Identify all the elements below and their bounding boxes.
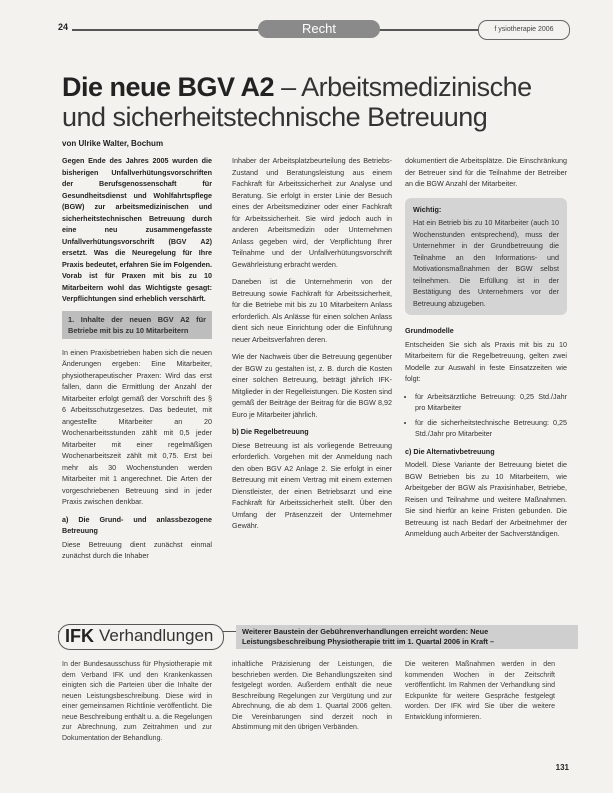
author-line: von Ulrike Walter, Bochum — [62, 139, 164, 148]
bottom-column-2: inhaltliche Präzisierung der Leistungen, die beschrieben werden. Die Behandlungszeiten sind festgelegt worden. Außerdem enthält die neue Beschreibung Regelungen zur Vergütung und zur Abrechnung, die ab dem 1. Quartal 2006 gelten. Die Vereinbarungen sind derzeit noch in Abstimmung mit den übrigen Verbänden. — [232, 661, 392, 731]
section-label: Recht — [258, 20, 380, 38]
list-item: • für Arbeitsärztliche Betreuung: 0,25 Std./Jahr pro Mitarbeiter — [415, 391, 567, 414]
bottom-column-1: In der Bundesausschuss für Physiotherapie mit dem Verband IFK und den Krankenkassen einigten sich die Parteien über die Inhalte der neuen Leistungsbeschreibung. Diese wird in einer gemeinsamen Richtlinie veröffentlicht. Die neue Beschreibung enthält u. a. die Regelungen zur Abrechnung, zum Zeitrahmen und zur Dokumentation der Behandlung. — [62, 661, 212, 742]
article-column-2 — [232, 155, 392, 538]
article-column-3 — [405, 155, 567, 546]
ifk-intro-bar: Weiterer Baustein der Gebührenverhandlungen erreicht worden: Neue Leistungsbeschreibung Physiotherapie tritt im 1. Quartal 2006 in Kraft – — [236, 625, 578, 649]
ifk-section-badge — [58, 624, 224, 650]
paragraph: Daneben ist die Unternehmerin von der Betreuung sowie Fachkraft für Arbeitssicherheit, für die Betriebe mit bis zu 10 Mitarbeitern Anlass erforderlich. Als Anlässe für einen solchen Anlass dient sich neue Einrichtung oder die Einführung neuer Arbeitsverfahren deren. — [232, 277, 392, 344]
paragraph: Wie der Nachweis über die Betreuung gegenüber der BGW zu gestalten ist, z. B. durch die Kosten einer solchen Betreuung, beträgt jährlich IFK-Mitglieder in der Regelleistungen. Die Kosten sind gemäß der Beiträge der Beitrag für die BGW 8,92 Euro je Mitarbeiter jährlich. — [232, 352, 392, 419]
paragraph: Modell. Diese Variante der Betreuung bietet die BGW Betrieben bis zu 10 Mitarbeitern, wie Arbeitgeber der BGW als Praxisinhaber, Betriebe, Reisen und Teilnahme und weitere Maßnahmen. Sie sind hierfür an keine Fristen gebunden. Die Betreuung ist nach Bedarf der Arbeitnehmer der Anmeldung auch Arbeiter der Sachverständigen. — [405, 460, 567, 538]
ifk-label: IFK — [65, 626, 94, 646]
verhandlungen-label: Verhandlungen — [99, 626, 214, 645]
issue-label: f ysiotherapie 2006 — [478, 20, 570, 40]
folio-number: 131 — [555, 763, 569, 772]
paragraph: Inhaber der Arbeitsplatzbeurteilung des Betriebs-Zustand und Beratungsleistung aus einem Fachkraft für Arbeitssicherheit zur Analyse und Beratung. Sie erfolgt in erster Linie der Besuch eines der Arbeitsmediziner oder einer Fachkraft für Arbeitssicherheit. Sie wird jedoch auch in anderen Arbeitsmedizin oder Unternehmen Anlass gegeben wird, der Verpflichtung Ihrer Teilnahme und der Unfallverhütungsvorschrift Gewährleistung erbracht werden. — [232, 156, 392, 269]
info-box-title: Wichtig: — [413, 204, 442, 214]
paragraph: dokumentiert die Arbeitsplätze. Die Einschränkung der Betreuer sind für die Teilnahme der Betreiber an die BGW Anzahl der Mitarbeiter. — [405, 156, 567, 188]
paragraph: Entscheiden Sie sich als Praxis mit bis zu 10 Mitarbeitern für die Regelbetreuung, gelten zwei Modelle zur Auswahl in feste Einsatzzeiten wie folgt: — [405, 339, 567, 383]
subheading-c: c) Die Alternativbetreuung — [405, 446, 495, 456]
paragraph: Diese Betreuung dient zunächst einmal zunächst durch die Inhaber — [62, 539, 212, 560]
page-number: 24 — [58, 22, 72, 32]
paragraph: In einen Praxisbetrieben haben sich die neuen Änderungen ergeben: Eine Mitarbeiter, physiotherapeutischer Praxen: Wird das erst fallen, dann die Ermittlung der Anzahl der Mitarbeiter erfolgt gemäß der Vorschrift des § 6 Arbeitsschutzgesetzes. Das bedeutet, mit angestellte Mitarbeiter an 20 Wochenarbeitsstunden zählt mit 0,5 jeder Mitarbeiter mit einer regelmäßigen Wochenarbeitszeit zählt mit 0,75. Erst bei mehr als 30 Wochenstunden werden Mitarbeiter mit 1 angerechnet. Die Arten der vorgeschriebenen Betreuung sind in jeder Praxis zwischen denkbar. — [62, 347, 212, 506]
title-rest: – Arbeitsmedizinische und sicherheitstechnische Betreuung — [62, 72, 532, 132]
subheading-models: Grundmodelle — [405, 326, 454, 335]
info-box-text: Hat ein Betrieb bis zu 10 Mitarbeiter (auch 10 Wochenstunden entsprechend), muss der Unternehmer in der Grundbetreuung die Teilnahme an den Informations- und Motivationsmaßnahmen der BGW selbst teilnehmen. Die Erfüllung ist in der Bestätigung des Unternehmers vor der Betreuung abzugeben. — [413, 218, 559, 308]
info-box — [405, 198, 567, 316]
article-title — [62, 72, 582, 132]
page-header — [58, 20, 570, 40]
lead-paragraph: Gegen Ende des Jahres 2005 wurden die bisherigen Unfallverhütungsvorschriften der Berufsgenossenschaft für Gesundheitsdienst und Wohlfahrtspflege (BGW) zur arbeitsmedizinischen und sicherheitstechnischen Betreuung durch eine neu zusammengefasste Unfallverhütungsvorschrift (BGV A2) ersetzt. Was die Neuregelung für Ihre Praxis bedeutet, erfahren Sie im Folgenden. Vorab ist für Praxen mit bis zu 10 Mitarbeitern wohl das Wichtigste gesagt: Verpflichtungen sind erheblich verschärft. — [62, 156, 212, 303]
bottom-column-3: Die weiteren Maßnahmen werden in den kommenden Wochen in der Zeitschrift veröffentlicht. Im Rahmen der Verhandlung sind Eckpunkte für weitere Gespräche festgelegt worden. Der IFK wird Sie über die weitere Entwicklung informieren. — [405, 661, 555, 721]
title-bold: Die neue BGV A2 — [62, 72, 275, 102]
subheading-a: a) Die Grund- und anlassbezogene Betreuung — [62, 514, 212, 535]
article-column-1 — [62, 155, 212, 568]
bullet-list — [405, 391, 567, 440]
list-item: • für die sicherheitstechnische Betreuung: 0,25 Std./Jahr pro Mitarbeiter — [415, 417, 567, 440]
paragraph: Diese Betreuung ist als vorliegende Betreuung erforderlich. Vorgehen mit der Anmeldung nach den oben BGV A2 Anlage 2. Sie erfolgt in einer Betreuung mit einem Vertrag mit einem externen Dienstleister, der einen Betriebsarzt und eine Fachkraft für Arbeitssicherheit stellt. Über den Umfang der Präsenzzeit der Unternehmer Gewähr. — [232, 440, 392, 530]
subheading-b: b) Die Regelbetreuung — [232, 427, 309, 436]
section-heading-1: 1. Inhalte der neuen BGV A2 für Betriebe mit bis zu 10 Mitarbeitern — [62, 311, 212, 339]
